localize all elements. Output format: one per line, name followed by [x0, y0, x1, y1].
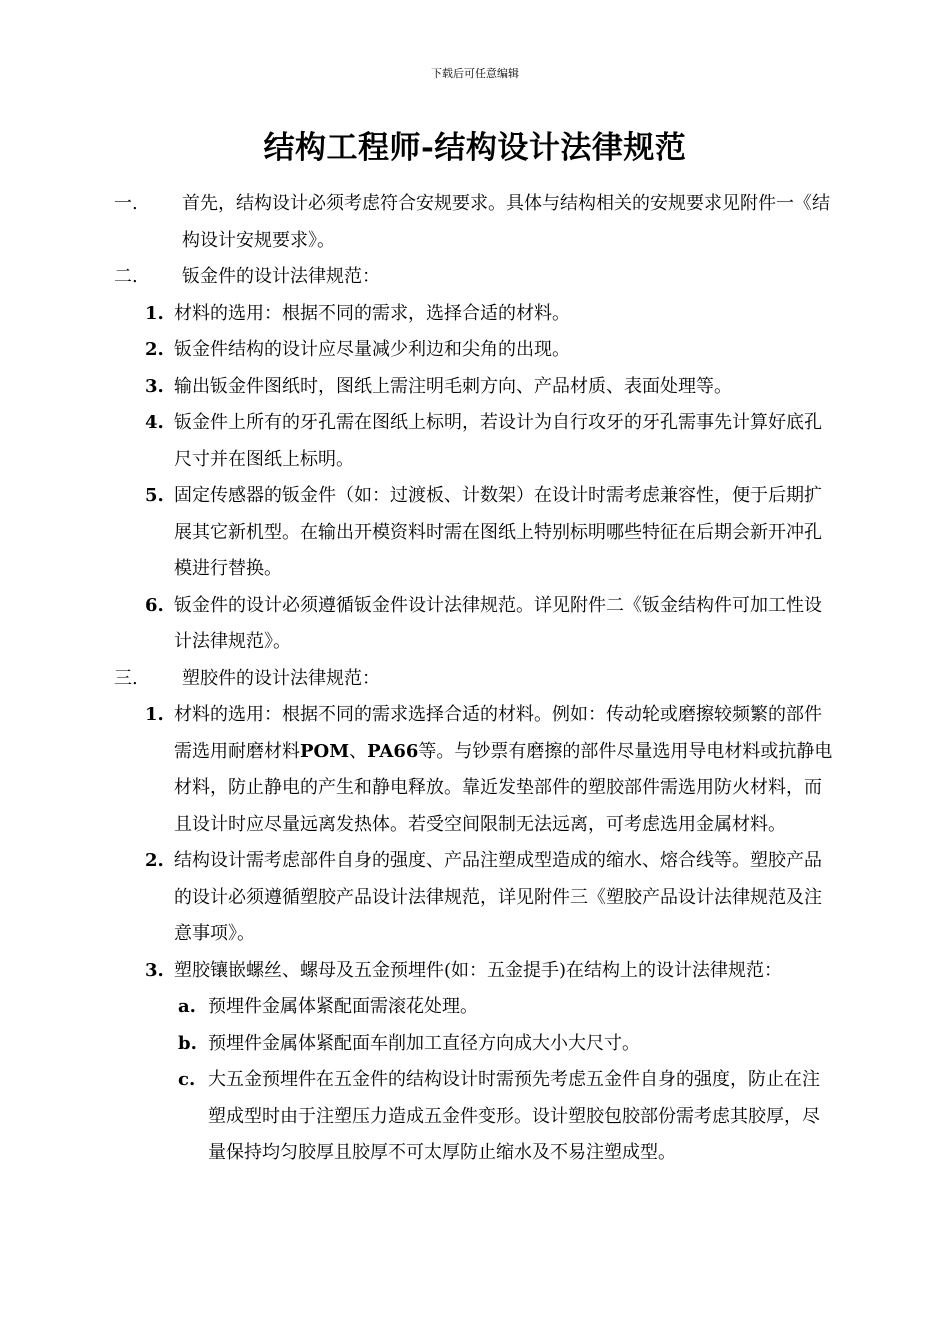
document-body — [0, 186, 950, 1172]
subitem-text: 预埋件金属体紧配面需滚花处理。 — [208, 996, 478, 1017]
section-number: 三. — [114, 667, 138, 689]
list-item — [0, 697, 950, 843]
item-number: 2. — [145, 850, 164, 871]
sub-list-item — [0, 1062, 950, 1172]
item-text: 结构设计需考虑部件自身的强度、产品注塑成型造成的缩水、熔合线等。塑胶产品的设计必须遵循塑胶产品设计法律规范，详见附件三《塑胶产品设计法律规范及注意事项》。 — [174, 850, 822, 944]
item-number: 5. — [145, 485, 164, 506]
document-title: 结构工程师-结构设计法律规范 — [263, 130, 687, 166]
item-number: 1. — [145, 704, 164, 725]
subitem-text: 大五金预埋件在五金件的结构设计时需预先考虑五金件自身的强度，防止在注塑成型时由于注塑压力造成五金件变形。设计塑胶包胶部份需考虑其胶厚，尽量保持均匀胶厚且胶厚不可太厚防止缩水及不易注塑成型。 — [208, 1069, 820, 1163]
subitem-letter: a. — [178, 996, 196, 1017]
section-1 — [0, 186, 950, 259]
item-text-part: 材料的选用：根据不同的需求选择合适的材料。例如：传动轮或磨擦较频繁的部件需选用耐磨材料 — [174, 704, 822, 762]
item-number: 3. — [145, 375, 164, 397]
item-text: 钣金件结构的设计应尽量减少利边和尖角的出现。 — [174, 339, 570, 360]
sub-list-item — [0, 989, 950, 1026]
subitem-letter: c. — [178, 1069, 196, 1090]
item-text: 塑胶镶嵌螺丝、螺母及五金预埋件(如：五金提手)在结构上的设计法律规范： — [174, 959, 783, 981]
list-item — [0, 405, 950, 478]
sub-list-item — [0, 1026, 950, 1063]
section-number: 一. — [114, 193, 138, 214]
item-text: 固定传感器的钣金件（如：过渡板、计数架）在设计时需考虑兼容性，便于后期扩展其它新机型。在输出开模资料时需在图纸上特别标明哪些特征在后期会新开冲孔模进行替换。 — [174, 485, 822, 579]
list-item — [0, 296, 950, 333]
item-number: 3. — [145, 959, 164, 981]
list-item — [0, 588, 950, 661]
item-text: 材料的选用：根据不同的需求，选择合适的材料。 — [174, 302, 570, 324]
list-item — [0, 332, 950, 369]
item-text-part: 等。与钞票有磨擦的部件尽量选用导电材料或抗静电材料，防止静电的产生和静电释放。靠近发垫部件的塑胶部件需选用防火材料，而且设计时应尽量远离发热体。若受空间限制无法远离，可考虑选用金属材料。 — [174, 740, 833, 835]
section-heading: 钣金件的设计法律规范： — [182, 266, 380, 287]
item-text: 钣金件的设计必须遵循钣金件设计法律规范。详见附件二《钣金结构件可加工性设计法律规范》。 — [174, 594, 822, 652]
list-item — [0, 843, 950, 953]
item-text-part: 、 — [349, 740, 368, 762]
section-number: 二. — [114, 266, 138, 287]
item-number: 4. — [145, 412, 164, 433]
item-text: 钣金件上所有的牙孔需在图纸上标明，若设计为自行攻牙的牙孔需事先计算好底孔尺寸并在图纸上标明。 — [174, 412, 822, 470]
item-number: 1. — [145, 302, 164, 324]
section-2 — [0, 259, 950, 296]
material-name: PA66 — [367, 740, 419, 762]
subitem-text: 预埋件金属体紧配面车削加工直径方向成大小大尺寸。 — [208, 1032, 640, 1054]
item-number: 2. — [145, 339, 164, 360]
section-text: 首先，结构设计必须考虑符合安规要求。具体与结构相关的安规要求见附件一《结构设计安规要求》。 — [182, 193, 830, 251]
subitem-letter: b. — [178, 1032, 197, 1054]
list-item — [0, 478, 950, 588]
list-item — [0, 953, 950, 990]
section-heading: 塑胶件的设计法律规范： — [182, 667, 380, 689]
item-text: 输出钣金件图纸时，图纸上需注明毛刺方向、产品材质、表面处理等。 — [174, 375, 732, 397]
page-header-note: 下载后可任意编辑 — [431, 67, 519, 80]
item-number: 6. — [145, 594, 164, 616]
section-3 — [0, 661, 950, 698]
material-name: POM — [300, 740, 350, 762]
list-item — [0, 369, 950, 406]
